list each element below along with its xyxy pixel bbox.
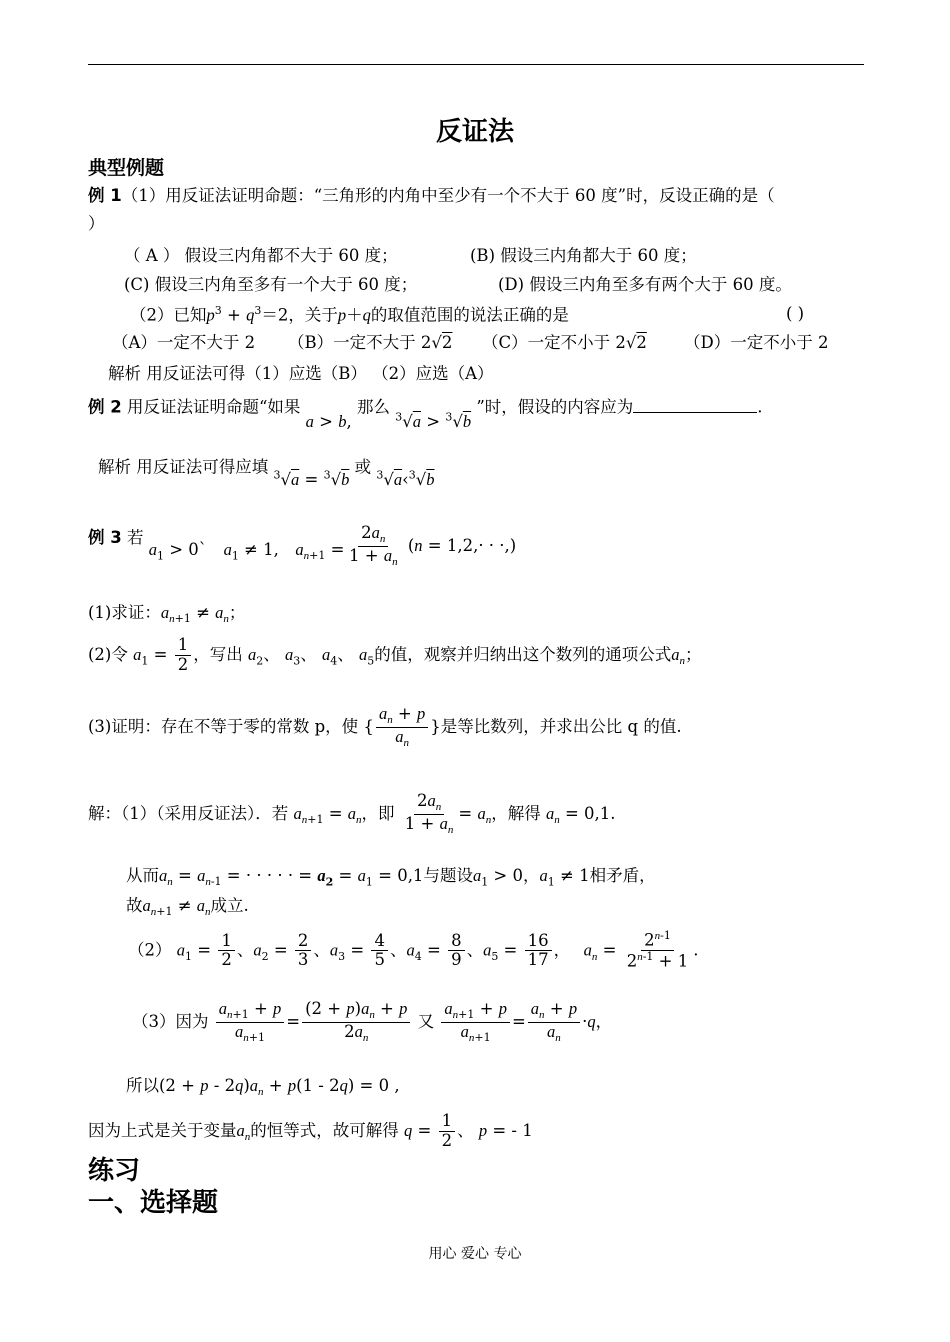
ex2-question: 例 2 用反证法证明命题“如果 a > b, 那么 $^3$√a > $^3$√b ”时，假设的内容应为 .	[88, 397, 763, 431]
ex3-p3-b: 是等比数列，并求出公比 q 的值.	[440, 716, 682, 736]
ex3-p2-c: 的值，观察并归纳出这个数列的通项公式	[374, 644, 672, 664]
page-footer: 用心 爱心 专心	[428, 1246, 522, 1262]
ex3-sol4-label: （2）	[128, 940, 172, 960]
ex3-sol1-text: 解：（1）（采用反证法）．若	[88, 803, 289, 823]
ex2-text2: 那么	[357, 397, 390, 417]
ex3-sol7a: 因为上式是关于变量	[88, 1120, 237, 1140]
ex1-q2-pre: （2）已知	[130, 305, 207, 325]
ex1-q2-mid: ＝2，关于	[261, 305, 338, 325]
choice-heading: 一、选择题	[88, 1188, 219, 1218]
ex3-ruo: 若	[126, 528, 144, 547]
ex1-q2b-text: （B）一定不大于	[288, 333, 416, 352]
ex3-statement: 例 3 若 $a_1$ > 0` $a_1 \ne 1$, $a_{n+1}$ =	[88, 528, 345, 563]
ex3-part1: (1)求证：$a_{n+1} \ne a_n$；	[88, 603, 246, 626]
ex2-analysis: 解析 用反证法可得应填 $^3$√a = $^3$√b 或 $^3$√a‹$^3$√b	[98, 457, 435, 489]
ex2-period: .	[757, 397, 763, 417]
ex3-sol3b: 成立.	[210, 896, 249, 915]
section-heading-examples: 典型例题	[88, 157, 165, 179]
ex1-option-a: （ A ） 假设三内角都不大于 60 度；	[124, 246, 398, 265]
ex3-recurrence: $\frac{2a_n}{1 + a_n}$ (n = 1,2,· · ·,)	[349, 523, 517, 569]
ex3-p1-text: (1)求证：	[88, 603, 161, 622]
ex1-label: 例 1	[88, 186, 122, 205]
ex1-q2-answer-paren: ( )	[786, 304, 805, 323]
ex1-analysis: 解析 用反证法可得（1）应选（B） （2）应选（A）	[108, 364, 494, 383]
ex2-label: 例 2	[88, 397, 122, 417]
ex3-p3-text: (3)证明：存在不等于零的常数 p，使	[88, 716, 359, 736]
ex1-question2: （2）已知$p^3 + q^3=2$，关于p＋q的取值范围的说法正确的是	[130, 304, 569, 325]
practice-heading: 练习	[88, 1156, 141, 1186]
ex2-text3: ”时，假设的内容应为	[476, 397, 634, 417]
ex1-q2-post: 的取值范围的说法正确的是	[370, 305, 569, 325]
ex1-option-b: (B) 假设三内角都大于 60 度；	[470, 246, 697, 265]
ex3-part3: (3)证明：存在不等于零的常数 p，使 { $\frac{a_n + p}{a_n}$ }是等比数列，并求出公比 q 的值.	[88, 704, 682, 750]
ex3-sol5-you: 又	[417, 1011, 435, 1031]
ex3-solution-1: 解：（1）（采用反证法）．若 $a_{n+1} = a_n$，即 $\frac{2a_n}{1 + a_n}$ = $a_n$，解得 $a_n = 0,1$.	[88, 791, 616, 837]
ex1-option-c: (C) 假设三内角至多有一个大于 60 度；	[124, 275, 418, 294]
header-rule	[88, 64, 864, 65]
ex3-solution-4: （2） $a_1$ = $\frac{1}{2}$ 、$a_2$ = $\frac{2}{3}$ 、$a_3$ = $\frac{4}{5}$ 、$a_4$ = $\frac{8}{9}$ 、$a_5$ = $\frac{16}{17}$ ， $a_n$ = $\frac{2^{n-1}}{2^{n-1} + 1}$ .	[128, 929, 699, 971]
ex3-label: 例 3	[88, 528, 122, 547]
ex3-sol2a: 从而	[126, 866, 159, 885]
ex1-option-d: (D) 假设三内角至多有两个大于 60 度。	[498, 275, 792, 294]
ex3-sol5-text: （3）因为	[132, 1011, 209, 1031]
ex1-q2-option-c: （C）一定不小于 2√2	[482, 333, 647, 352]
ex3-p2-end: ；	[684, 644, 702, 664]
ex1-q2-option-a: （A）一定不大于 2	[112, 333, 256, 352]
ex3-sol6-text: 所以	[126, 1076, 159, 1095]
ex2-or: 或	[354, 457, 372, 477]
ex3-solution-2: 从而$a_n = a_{n-1}$ = · · · · · = $a_2 = a_1 = 0,1$与题设$a_1 > 0$，$a_1 \ne 1$相矛盾，	[126, 866, 656, 889]
ex1-q1-text: （1）用反证法证明命题：“三角形的内角中至少有一个不大于 60 度”时，反设正确的是（	[121, 186, 775, 205]
ex3-sol2c: 相矛盾，	[589, 866, 656, 885]
ex3-p2-text: (2)令	[88, 644, 128, 664]
ex3-p2-b: ，写出	[193, 644, 243, 664]
ex3-sol2b: 与题设	[423, 866, 473, 885]
ex3-solution-7: 因为上式是关于变量$a_n$的恒等式，故可解得 q = $\frac{1}{2}$ 、 p = - 1	[88, 1111, 533, 1150]
page-title: 反证法	[435, 117, 514, 147]
ex1-q1-tail: ）	[88, 214, 105, 233]
ex3-p1-end: ；	[228, 603, 246, 622]
ex2-text1: 用反证法证明命题“如果	[126, 397, 301, 417]
ex3-sol3a: 故	[126, 896, 143, 915]
ex3-solution-3: 故$a_{n+1} \ne a_n$成立.	[126, 896, 249, 919]
ex2-analysis-text: 解析 用反证法可得应填	[98, 457, 269, 477]
ex1-question1	[88, 186, 775, 206]
ex1-q2c-text: （C）一定不小于	[482, 333, 611, 352]
ex3-solution-6: 所以$(2 + p - 2q)a_n + p(1 - 2q) = 0$ ,	[126, 1076, 400, 1099]
ex2-answer-blank	[633, 398, 757, 413]
ex3-part2: (2)令 $a_1$ = $\frac{1}{2}$ ，写出 $a_2$、 $a_3$、 $a_4$、 $a_5$的值，观察并归纳出这个数列的通项公式$a_n$；	[88, 635, 702, 674]
ex3-sol7b: 的恒等式，故可解得	[250, 1120, 399, 1140]
ex3-sol1-b: ，即	[361, 803, 395, 823]
ex1-q2-option-b: （B）一定不大于 2√2	[288, 333, 453, 352]
ex3-sol1-c: ，解得	[491, 803, 541, 823]
ex1-q2-option-d: （D）一定不小于 2	[684, 333, 829, 352]
ex3-solution-5: （3）因为 $\frac{a_{n+1} + p}{a_{n+1}}$ = $\frac{(2 + p)a_n + p}{2a_n}$ 又 $\frac{a_{n+1} + p}{a_{n+1}}$ = $\frac{a_n + p}{a_n}$ ·q，	[132, 999, 613, 1045]
